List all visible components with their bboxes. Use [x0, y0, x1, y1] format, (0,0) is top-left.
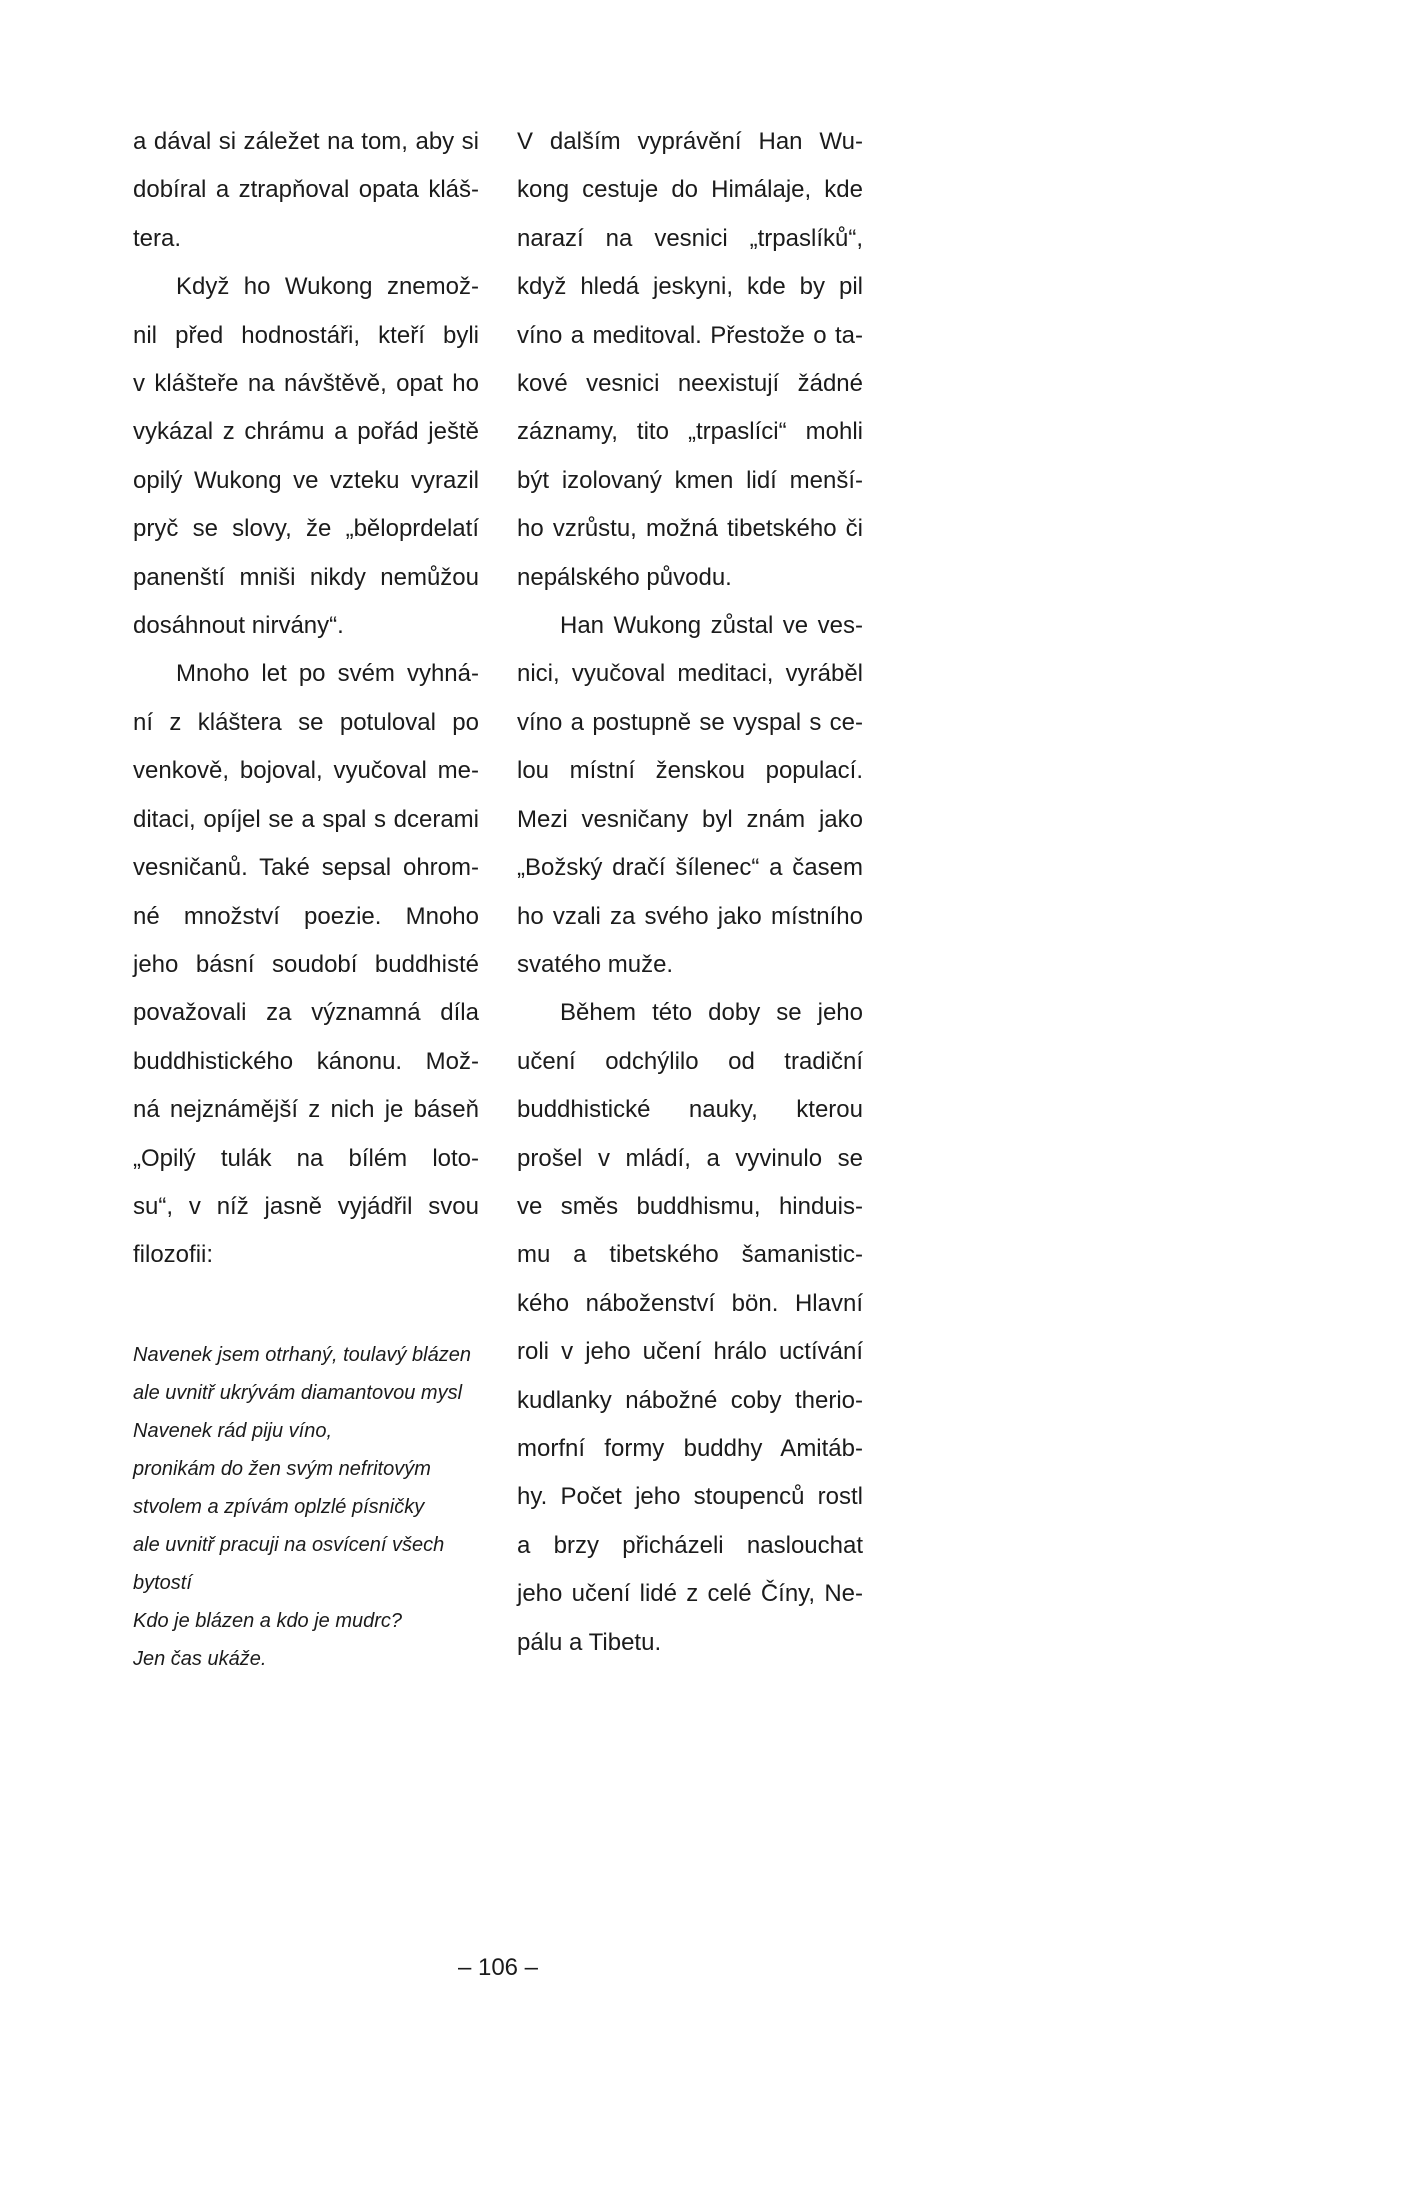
poem-line: pronikám do žen svým nefritovým: [133, 1457, 431, 1480]
body-text-line: a brzy přicházeli naslouchat: [517, 1531, 863, 1559]
body-text-line: dobíral a ztrapňoval opata kláš-: [133, 176, 479, 204]
body-text-line: su“, v níž jasně vyjádřil svou: [133, 1192, 479, 1220]
body-text-line: vesničanů. Také sepsal ohrom-: [133, 854, 479, 882]
body-text-line: Když ho Wukong znemož-: [176, 273, 479, 301]
body-text-line: v klášteře na návštěvě, opat ho: [133, 370, 479, 398]
body-text-line: víno a postupně se vyspal s ce-: [517, 708, 863, 736]
body-text-line: V dalším vyprávění Han Wu-: [517, 128, 863, 155]
poem-line: bytostí: [133, 1571, 192, 1594]
body-text-line: buddhistického kánonu. Mož-: [133, 1047, 479, 1075]
body-text-line: svatého muže.: [517, 950, 674, 978]
body-text-line: mu a tibetského šamanistic-: [517, 1241, 863, 1269]
body-text-line: kého náboženství bön. Hlavní: [517, 1289, 863, 1317]
poem-block: [133, 1336, 479, 1678]
body-text-line: nici, vyučoval meditaci, vyráběl: [517, 660, 863, 688]
poem-line: Navenek jsem otrhaný, toulavý blázen: [133, 1343, 471, 1366]
text-columns: [133, 118, 863, 1678]
body-text-line: záznamy, tito „trpaslíci“ mohli: [517, 418, 863, 446]
body-text-line: ná nejznámější z nich je báseň: [133, 1096, 479, 1124]
body-text-line: Mnoho let po svém vyhná-: [176, 660, 479, 688]
poem-line: ale uvnitř ukrývám diamantovou mysl: [133, 1381, 463, 1404]
body-text-line: kudlanky nábožné coby therio-: [517, 1386, 863, 1414]
body-text-line: jeho učení lidé z celé Číny, Ne-: [517, 1580, 863, 1608]
body-text-line: vykázal z chrámu a pořád ještě: [133, 418, 479, 446]
poem-line: ale uvnitř pracuji na osvícení všech: [133, 1533, 445, 1556]
body-text-line: roli v jeho učení hrálo uctívání: [517, 1338, 863, 1366]
body-text-line: být izolovaný kmen lidí menší-: [517, 466, 863, 494]
right-column: [517, 118, 863, 1678]
body-text-line: ve směs buddhismu, hinduis-: [517, 1192, 863, 1220]
body-text-line: „Božský dračí šílenec“ a časem: [517, 854, 863, 882]
body-text-line: ní z kláštera se potuloval po: [133, 708, 479, 736]
body-text-line: pálu a Tibetu.: [517, 1628, 662, 1656]
body-text-line: panenští mniši nikdy nemůžou: [133, 563, 479, 591]
body-text-line: ditaci, opíjel se a spal s dcerami: [133, 805, 479, 833]
body-text-line: když hledá jeskyni, kde by pil: [517, 273, 863, 301]
body-text-line: ho vzrůstu, možná tibetského či: [517, 515, 863, 543]
page-number: – 106 –: [457, 1954, 539, 1981]
body-text-line: nil před hodnostáři, kteří byli: [133, 321, 479, 349]
poem-line: Jen čas ukáže.: [133, 1647, 267, 1670]
body-text-line: tera.: [133, 224, 182, 252]
left-column: [133, 118, 479, 1678]
body-text-line: prošel v mládí, a vyvinulo se: [517, 1144, 863, 1172]
body-text-line: ho vzali za svého jako místního: [517, 902, 863, 930]
body-text-line: Mezi vesničany byl znám jako: [517, 805, 863, 833]
poem-line: Kdo je blázen a kdo je mudrc?: [133, 1609, 403, 1632]
body-text-line: lou místní ženskou populací.: [517, 757, 863, 785]
body-text-line: „Opilý tulák na bílém loto-: [133, 1144, 479, 1172]
body-text-line: hy. Počet jeho stoupenců rostl: [517, 1483, 863, 1511]
body-text-line: kové vesnici neexistují žádné: [517, 370, 863, 398]
body-text-line: Během této doby se jeho: [560, 999, 863, 1027]
body-text-line: učení odchýlilo od tradiční: [517, 1047, 863, 1075]
body-text-line: narazí na vesnici „trpaslíků“,: [517, 224, 863, 252]
body-text-line: kong cestuje do Himálaje, kde: [517, 176, 863, 204]
poem-line: Navenek rád piju víno,: [133, 1419, 333, 1442]
body-text-line: venkově, bojoval, vyučoval me-: [133, 757, 479, 785]
body-text-line: považovali za významná díla: [133, 999, 479, 1027]
body-text-line: morfní formy buddhy Amitáb-: [517, 1434, 863, 1462]
body-text-line: pryč se slovy, že „běloprdelatí: [133, 515, 479, 543]
body-text-line: a dával si záležet na tom, aby si: [133, 128, 479, 155]
body-text-line: víno a meditoval. Přestože o ta-: [517, 321, 863, 349]
body-text-line: né množství poezie. Mnoho: [133, 902, 479, 930]
body-text-line: buddhistické nauky, kterou: [517, 1096, 863, 1124]
body-text-line: filozofii:: [133, 1241, 214, 1269]
body-text-line: Han Wukong zůstal ve ves-: [560, 612, 863, 640]
poem-line: stvolem a zpívám oplzlé písničky: [133, 1495, 425, 1518]
body-text-line: nepálského původu.: [517, 563, 732, 591]
body-text-line: dosáhnout nirvány“.: [133, 612, 344, 640]
body-text-line: opilý Wukong ve vzteku vyrazil: [133, 466, 479, 494]
body-text-line: jeho básní soudobí buddhisté: [133, 950, 479, 978]
